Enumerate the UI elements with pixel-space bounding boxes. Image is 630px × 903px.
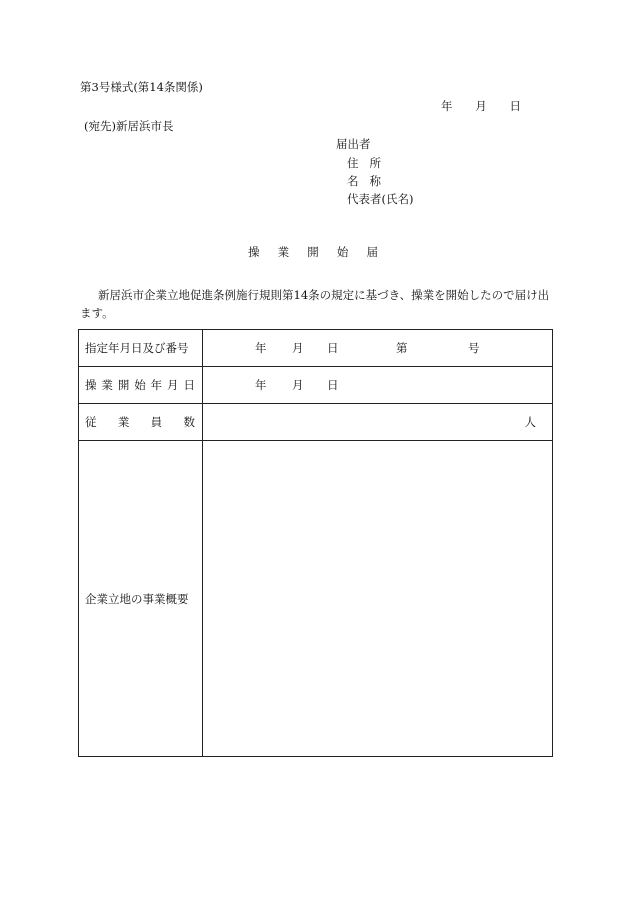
form-number: 第3号様式(第14条関係): [80, 80, 203, 94]
title-char: 届: [366, 245, 378, 259]
name-char: 称: [369, 174, 381, 188]
label-char: 員: [150, 415, 163, 429]
name-char: 名: [347, 174, 359, 188]
table-row: [79, 330, 553, 367]
date-line: [441, 99, 521, 113]
label-char: 従: [85, 415, 97, 429]
address-label: [347, 156, 381, 170]
table-row: [79, 404, 553, 441]
title-char: 開: [307, 245, 319, 259]
label-char: 数: [183, 415, 195, 429]
label-char: 操: [85, 378, 97, 392]
label-char: 月: [167, 378, 179, 392]
designation-no-suffix: 号: [468, 341, 480, 355]
start-year: 年: [255, 378, 267, 392]
business-summary-label: 企業立地の事業概要: [79, 441, 203, 757]
address-char: 住: [347, 156, 359, 170]
start-day: 日: [327, 378, 339, 392]
designation-year: 年: [255, 341, 267, 355]
employees-unit: 人: [524, 415, 536, 429]
body-text: 新居浜市企業立地促進条例施行規則第14条の規定に基づき、操業を開始したので届け出ます。: [80, 288, 550, 320]
designation-value-cell[interactable]: [203, 330, 553, 367]
title-char: 始: [336, 245, 349, 259]
name-label: [347, 174, 381, 188]
title-char: 操: [248, 245, 260, 259]
label-char: 業: [101, 378, 113, 392]
start-month: 月: [292, 378, 304, 392]
addressee: (宛先)新居浜市長: [84, 119, 174, 133]
date-month: 月: [475, 99, 487, 113]
date-year: 年: [441, 99, 453, 113]
date-day: 日: [509, 99, 521, 113]
start-date-value-cell[interactable]: [203, 367, 553, 404]
designation-label: 指定年月日及び番号: [79, 330, 203, 367]
document-title: [248, 245, 378, 259]
representative-label: 代表者(氏名): [347, 192, 414, 206]
start-date-label: [79, 367, 203, 404]
employees-value-cell[interactable]: [203, 404, 553, 441]
table-row: [79, 441, 553, 757]
label-char: 日: [183, 378, 195, 392]
designation-month: 月: [292, 341, 304, 355]
designation-no-prefix: 第: [396, 341, 408, 355]
label-char: 年: [150, 378, 163, 392]
label-char: 始: [134, 378, 146, 392]
label-char: 業: [117, 415, 130, 429]
label-char: 開: [117, 378, 130, 392]
applicant-label: 届出者: [336, 137, 371, 151]
address-char: 所: [369, 156, 381, 170]
table-row: [79, 367, 553, 404]
employees-label: [79, 404, 203, 441]
designation-day: 日: [327, 341, 339, 355]
title-char: 業: [277, 245, 290, 259]
form-table: [78, 329, 553, 757]
business-summary-value-cell[interactable]: [203, 441, 553, 757]
